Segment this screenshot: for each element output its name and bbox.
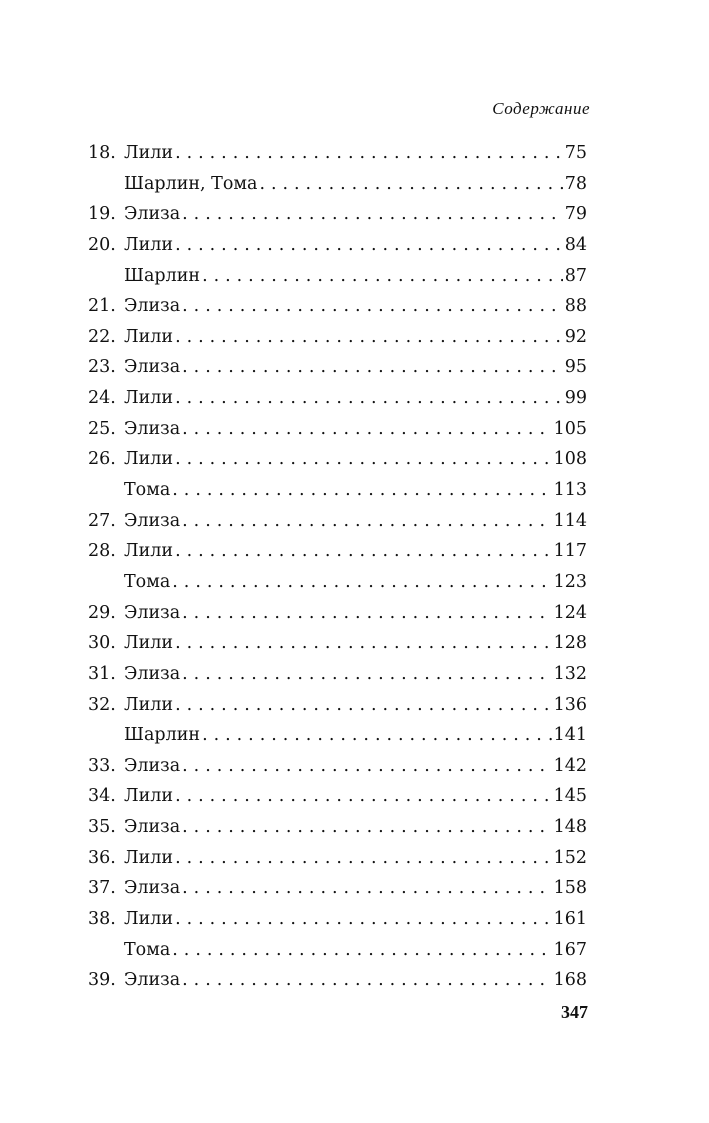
toc-entry — [88, 475, 587, 506]
toc-entry-title: Шарлин, Тома — [124, 173, 258, 194]
toc-entry-title: Тома — [124, 571, 171, 592]
toc-entry-page: 114 — [553, 510, 587, 531]
toc-entry-number: 32. — [88, 694, 116, 715]
toc-dot-leader — [175, 781, 552, 812]
toc-entry-page: 113 — [553, 480, 587, 501]
toc-dot-leader — [202, 261, 563, 292]
toc-dot-leader — [175, 383, 563, 414]
toc-entry — [88, 628, 587, 659]
toc-entry-number: 24. — [88, 388, 116, 409]
toc-entry-number: 37. — [88, 878, 116, 899]
toc-entry-number: 34. — [88, 786, 116, 807]
toc-dot-leader — [182, 812, 551, 843]
toc-dot-leader — [182, 506, 551, 537]
toc-entry — [88, 291, 587, 322]
toc-entry-page: 167 — [553, 939, 587, 960]
toc-entry-title: Элиза — [124, 204, 181, 225]
toc-entry — [88, 261, 587, 292]
toc-dot-leader — [182, 751, 551, 782]
toc-entry-title: Элиза — [124, 357, 181, 378]
toc-dot-leader — [175, 843, 552, 874]
toc-entry — [88, 904, 587, 935]
toc-entry-title: Лили — [124, 326, 174, 347]
toc-entry-page: 84 — [564, 234, 587, 255]
toc-entry — [88, 383, 587, 414]
toc-entry-number: 19. — [88, 204, 116, 225]
toc-entry-number: 23. — [88, 357, 116, 378]
toc-entry-page: 92 — [564, 326, 587, 347]
toc-dot-leader — [175, 628, 552, 659]
toc-entry-title: Лили — [124, 909, 174, 930]
toc-dot-leader — [175, 536, 552, 567]
toc-entry-page: 132 — [553, 663, 587, 684]
toc-dot-leader — [182, 352, 563, 383]
toc-entry-title: Шарлин — [124, 725, 201, 746]
toc-entry-page: 105 — [553, 418, 587, 439]
toc-entry-page: 123 — [553, 571, 587, 592]
toc-entry-number: 29. — [88, 602, 116, 623]
toc-entry-number: 27. — [88, 510, 116, 531]
toc-dot-leader — [172, 475, 551, 506]
toc-entry-page: 158 — [553, 878, 587, 899]
toc-dot-leader — [202, 720, 552, 751]
toc-entry-page: 141 — [553, 725, 587, 746]
toc-entry-number: 36. — [88, 847, 116, 868]
toc-dot-leader — [182, 659, 551, 690]
toc-entry-title: Лили — [124, 633, 174, 654]
toc-entry — [88, 169, 587, 200]
toc-dot-leader — [172, 567, 551, 598]
toc-entry-page: 128 — [553, 633, 587, 654]
toc-entry-title: Элиза — [124, 970, 181, 991]
toc-entry-page: 87 — [564, 265, 587, 286]
toc-entry — [88, 935, 587, 966]
toc-entry-number: 39. — [88, 970, 116, 991]
toc-entry-title: Лили — [124, 541, 174, 562]
toc-entry-title: Тома — [124, 939, 171, 960]
toc-entry-title: Лили — [124, 388, 174, 409]
toc-entry-title: Тома — [124, 480, 171, 501]
toc-dot-leader — [259, 169, 562, 200]
toc-dot-leader — [182, 598, 551, 629]
toc-entry-page: 168 — [553, 970, 587, 991]
toc-dot-leader — [182, 414, 551, 445]
toc-entry-page: 161 — [553, 909, 587, 930]
toc-entry — [88, 536, 587, 567]
toc-dot-leader — [175, 444, 552, 475]
toc-entry-number: 38. — [88, 909, 116, 930]
toc-entry — [88, 751, 587, 782]
toc-entry-page: 75 — [564, 143, 587, 163]
toc-entry-page: 99 — [564, 388, 587, 409]
toc-entry — [88, 444, 587, 475]
toc-entry-title: Лили — [124, 143, 174, 163]
toc-dot-leader — [172, 935, 551, 966]
toc-entry-title: Элиза — [124, 663, 181, 684]
toc-entry-page: 79 — [564, 204, 587, 225]
toc-dot-leader — [182, 873, 551, 904]
toc-entry-number: 28. — [88, 541, 116, 562]
toc-entry — [88, 138, 587, 169]
toc-entry-number: 30. — [88, 633, 116, 654]
toc-entry-page: 124 — [553, 602, 587, 623]
toc-entry-title: Элиза — [124, 817, 181, 838]
toc-entry-number: 35. — [88, 817, 116, 838]
toc-entry — [88, 720, 587, 751]
toc-entry-title: Элиза — [124, 755, 181, 776]
toc-entry-title: Элиза — [124, 602, 181, 623]
toc-entry-page: 88 — [564, 296, 587, 317]
toc-entry-number: 18. — [88, 143, 116, 163]
toc-entry-page: 142 — [553, 755, 587, 776]
toc-entry — [88, 781, 587, 812]
toc-entry-number: 25. — [88, 418, 116, 439]
toc-entry — [88, 414, 587, 445]
toc-entry — [88, 230, 587, 261]
toc-entry-title: Лили — [124, 449, 174, 470]
toc-dot-leader — [175, 230, 563, 261]
table-of-contents — [88, 138, 587, 996]
toc-entry-title: Шарлин — [124, 265, 201, 286]
toc-dot-leader — [175, 138, 563, 169]
toc-entry — [88, 812, 587, 843]
toc-entry-title: Лили — [124, 786, 174, 807]
toc-entry — [88, 598, 587, 629]
toc-entry-number: 21. — [88, 296, 116, 317]
toc-entry-title: Элиза — [124, 878, 181, 899]
toc-entry — [88, 659, 587, 690]
toc-entry-number: 20. — [88, 234, 116, 255]
toc-dot-leader — [175, 690, 552, 721]
toc-entry-page: 145 — [553, 786, 587, 807]
toc-entry-title: Лили — [124, 234, 174, 255]
toc-entry-number: 31. — [88, 663, 116, 684]
running-head: Содержание — [492, 99, 590, 118]
toc-entry-title: Элиза — [124, 510, 181, 531]
toc-entry — [88, 965, 587, 996]
toc-dot-leader — [182, 199, 563, 230]
toc-entry-title: Лили — [124, 847, 174, 868]
toc-entry — [88, 843, 587, 874]
toc-entry-title: Лили — [124, 694, 174, 715]
toc-entry — [88, 322, 587, 353]
toc-dot-leader — [175, 322, 563, 353]
toc-entry-page: 108 — [553, 449, 587, 470]
toc-entry — [88, 199, 587, 230]
toc-entry-page: 117 — [553, 541, 587, 562]
toc-entry-page: 148 — [553, 817, 587, 838]
toc-entry-number: 22. — [88, 326, 116, 347]
toc-entry-page: 95 — [564, 357, 587, 378]
toc-entry — [88, 567, 587, 598]
toc-entry — [88, 690, 587, 721]
toc-entry — [88, 873, 587, 904]
toc-entry — [88, 506, 587, 537]
toc-dot-leader — [175, 904, 552, 935]
toc-entry-title: Элиза — [124, 418, 181, 439]
toc-entry — [88, 352, 587, 383]
toc-dot-leader — [182, 291, 563, 322]
toc-dot-leader — [182, 965, 551, 996]
toc-entry-number: 33. — [88, 755, 116, 776]
toc-entry-number: 26. — [88, 449, 116, 470]
toc-entry-page: 78 — [564, 173, 587, 194]
toc-entry-page: 152 — [553, 847, 587, 868]
page-number: 347 — [561, 1002, 588, 1022]
toc-entry-page: 136 — [553, 694, 587, 715]
toc-entry-title: Элиза — [124, 296, 181, 317]
